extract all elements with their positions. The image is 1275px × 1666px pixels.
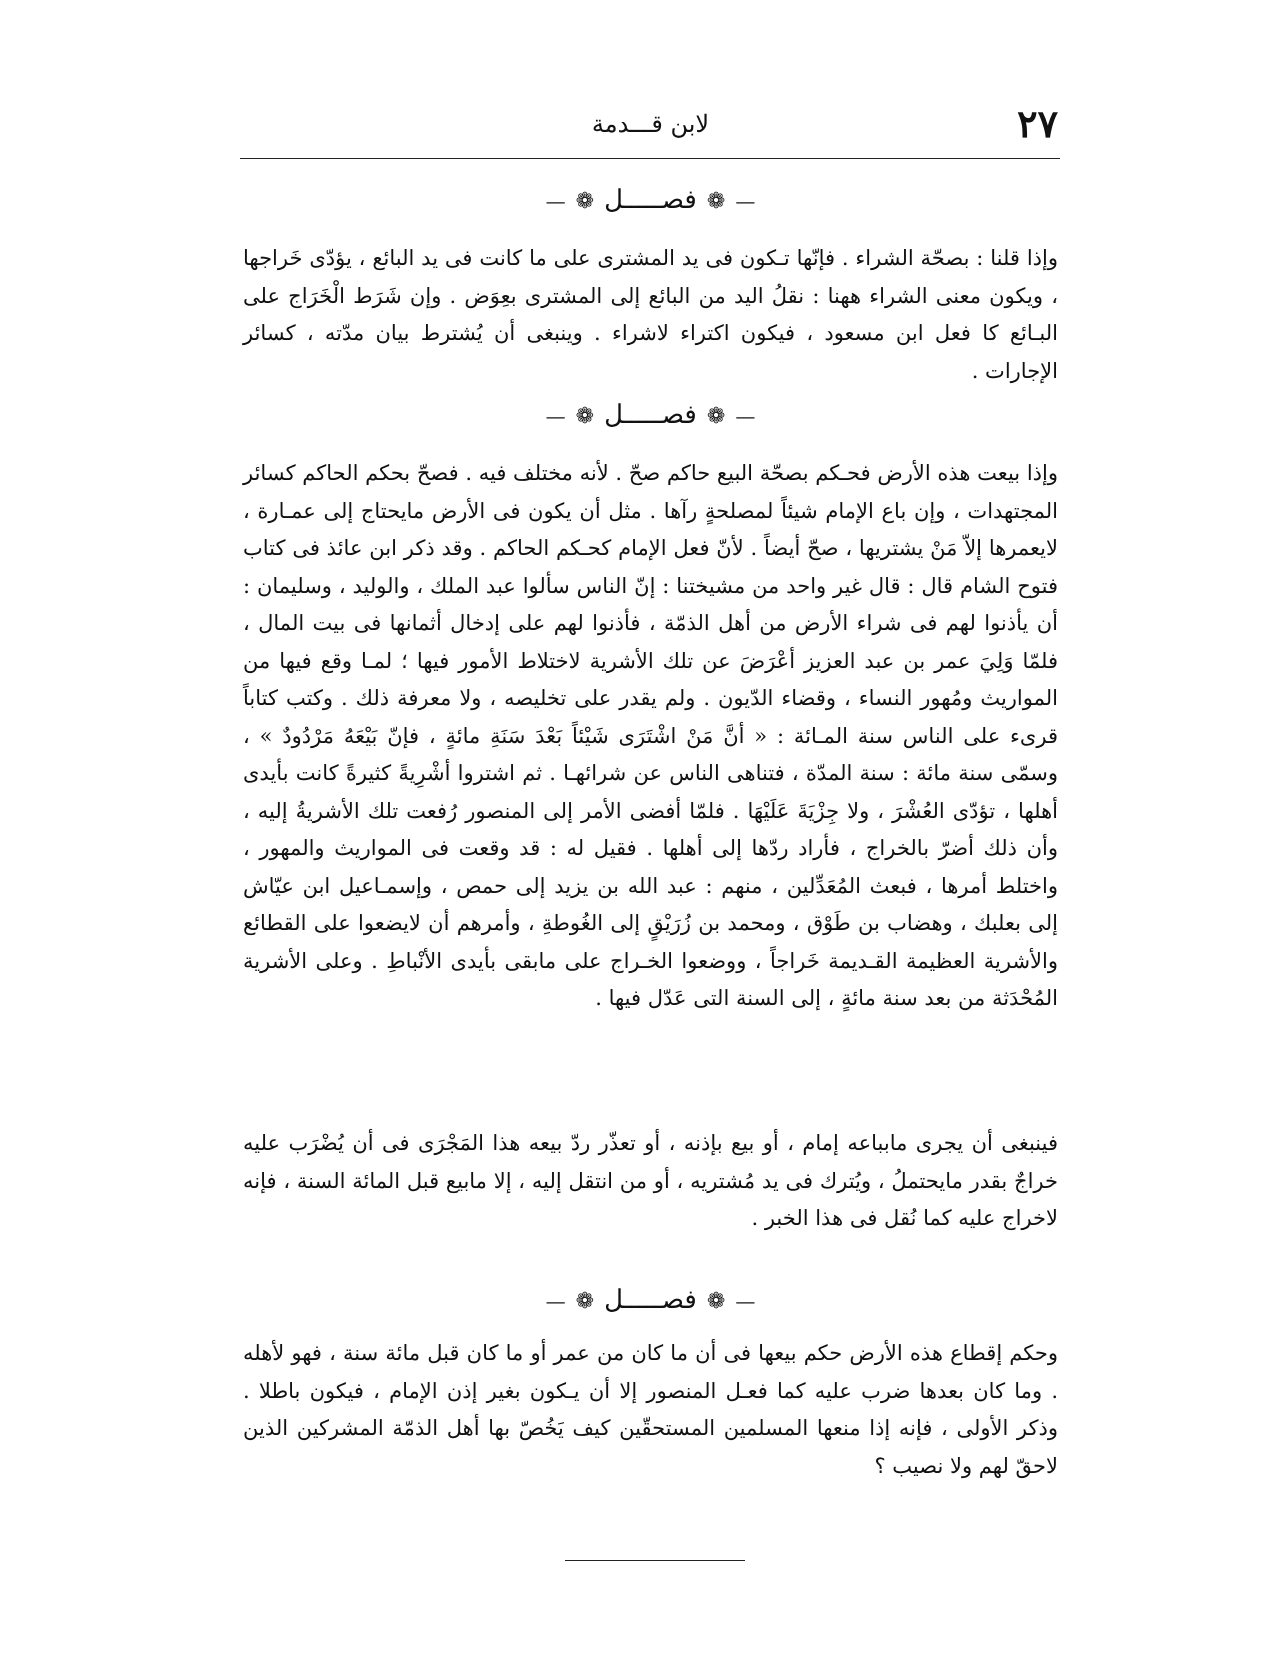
- dash-ornament: —: [545, 404, 566, 428]
- floral-ornament-icon: ❁: [706, 189, 726, 214]
- floral-ornament-icon: ❁: [706, 1289, 726, 1314]
- section-heading-label: فصـــــل: [604, 400, 697, 430]
- floral-ornament-icon: ❁: [575, 189, 595, 214]
- paragraph: وإذا قلنا : بصحّة الشراء . فإنّها تـكون فى يد المشترى على ما كانت فى يد البائع ، يؤدّى خَراجها ، ويكون معنى الشراء ههنا : نقلُ اليد من البائع إلى المشترى بعِوَض . وإن شَرَط الْخَرَاج على البـائع كا فعل ابن مسعود ، فيكون اكتراء لاشراء . وينبغى أن يُشترط بيان مدّته ، كسائر الإجارات .: [243, 246, 1058, 383]
- page-number: ٢٧: [1017, 101, 1058, 146]
- running-title: لابن قـــدمة: [591, 110, 710, 138]
- section-heading-3: [243, 1280, 1058, 1320]
- paragraph: وحكم إقطاع هذه الأرض حكم بيعها فى أن ما كان من عمر أو ما كان قبل مائة سنة ، فهو لأهله . وما كان بعدها ضرب عليه كما فعـل المنصور إلا أن يـكون بغير إذن الإمام ، فيكون باطلا . وذكر الأولى ، فإنه إذا منعها المسلمين المستحقّين كيف يَخُصّ بها أهل الذمّة المشركين الذين لاحقّ لهم ولا نصيب ؟: [243, 1341, 1058, 1478]
- dash-ornament: —: [735, 1289, 756, 1313]
- section-heading-label: فصـــــل: [604, 1285, 697, 1315]
- header-divider: [240, 158, 1060, 159]
- dash-ornament: —: [735, 404, 756, 428]
- dash-ornament: —: [545, 1289, 566, 1313]
- section-heading-2: [243, 395, 1058, 435]
- section-heading-label: فصـــــل: [604, 185, 697, 215]
- paragraph: فينبغى أن يجرى مابباعه إمام ، أو بيع بإذنه ، أو تعذّر ردّ بيعه هذا المَجْرَى فى أن يُضْرَب عليه خراجٌ بقدر مايحتملُ ، ويُترك فى يد مُشتريه ، أو من انتقل إليه ، إلا مابيع قبل المائة السنة ، فإنه لاخراج عليه كما نُقل فى هذا الخبر .: [243, 1131, 1058, 1230]
- floral-ornament-icon: ❁: [575, 1289, 595, 1314]
- paragraph: وإذا بيعت هذه الأرض فحـكم بصحّة البيع حاكم صحّ . لأنه مختلف فيه . فصحّ بحكم الحاكم كسائر المجتهدات ، وإن باع الإمام شيئاً لمصلحةٍ رآها . مثل أن يكون فى الأرض مايحتاج إلى عمـارة ، لايعمرها إلاّ مَنْ يشتريها ، صحّ أيضاً . لأنّ فعل الإمام كحـكم الحاكم . وقد ذكر ابن عائذ فى كتاب فتوح الشام قال : قال غير واحد من مشيختنا : إنّ الناس سألوا عبد الملك ، والوليد ، وسليمان : أن يأذنوا لهم فى شراء الأرض من أهل الذمّة ، فأذنوا لهم على إدخال أثمانها فى بيت المال ، فلمّا وَلِيَ عمر بن عبد العزيز أعْرَضَ عن تلك الأشرية لاختلاط الأمور فيها ؛ لمـا وقع فيها من المواريث ومُهور النساء ، وقضاء الدّيون . ولم يقدر على تخليصه ، ولا معرفة ذلك . وكتب كتاباً قرىء على الناس سنة المـائة : « أنَّ مَنْ اشْتَرَى شَيْئاً بَعْدَ سَنَةِ مائةٍ ، فإنّ بَيْعَهُ مَرْدُودٌ » ، وسمّى سنة مائة : سنة المدّة ، فتناهى الناس عن شرائهـا . ثم اشتروا أشْرِيةً كثيرةً كانت بأيدى أهلها ، تؤدّى العُشْرَ ، ولا جِزْيَةَ عَلَيْهَا . فلمّا أفضى الأمر إلى المنصور رُفعت تلك الأشريةُ إليه ، وأن ذلك أضرّ بالخراج ، فأراد ردّها إلى أهلها . فقيل له : قد وقعت فى المواريث والمهور ، واختلط أمرها ، فبعث المُعَدِّلين ، منهم : عبد الله بن يزيد إلى حمص ، وإسمـاعيل ابن عيّاش إلى بعلبك ، وهضاب بن طَوْق ، ومحمد بن زُرَيْقٍ إلى الغُوطةِ ، وأمرهم أن لايضعوا على القطائع والأشرية العظيمة القـديمة خَراجاً ، ووضعوا الخـراج على مابقى بأيدى الأنْباطِ . وعلى الأشرية المُحْدَثة من بعد سنة مائةٍ ، إلى السنة التى عَدّل فيها .: [243, 461, 1059, 1010]
- running-header: [243, 100, 1058, 148]
- footnote-divider: [565, 1560, 745, 1561]
- dash-ornament: —: [545, 189, 566, 213]
- floral-ornament-icon: ❁: [706, 404, 726, 429]
- section-heading-1: [243, 180, 1058, 220]
- dash-ornament: —: [735, 189, 756, 213]
- floral-ornament-icon: ❁: [575, 404, 595, 429]
